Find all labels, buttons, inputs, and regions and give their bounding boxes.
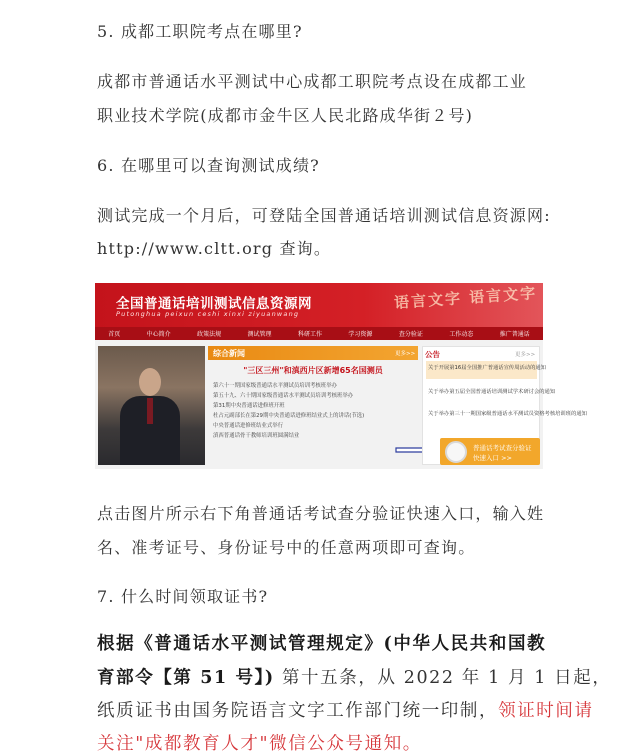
news-item: 杜占元副部长在第29期中央普通话进修班结业式上的讲话(节选)	[213, 413, 365, 419]
q5-answer-line2: 职业技术学院(成都市金牛区人民北路成华街２号)	[97, 106, 474, 125]
magnifier-icon	[445, 441, 467, 463]
q6-heading: 6. 在哪里可以查询测试成绩?	[97, 156, 320, 175]
nav-item-score-query: 查分验证	[398, 331, 423, 338]
q7-decree-bold: 育部令【第 51 号】)	[97, 668, 275, 688]
site-nav	[95, 327, 543, 340]
news-section-title: 综合新闻	[213, 349, 245, 358]
news-item: 滇西普通话骨干教师培训班圆满结业	[213, 433, 300, 439]
q6-after-line1: 点击图片所示右下角普通话考试查分验证快速入口，输入姓	[97, 504, 545, 523]
q7-line3-text: 纸质证书由国务院语言文字工作部门统一印制，	[97, 701, 499, 721]
site-pinyin: Putonghua peixun ceshi xinxi ziyuanwang	[116, 310, 300, 318]
q7-line2	[97, 664, 611, 689]
q7-line3-red: 领证时间请	[498, 701, 594, 721]
quick-entry-label: 普通话考试查分验证	[473, 444, 532, 452]
nav-item-test-mgmt: 测试管理	[247, 331, 272, 338]
q6-after-line2: 名、准考证号、身份证号中的任意两项即可查询。	[97, 538, 476, 557]
nav-item-promotion: 推广普通话	[499, 331, 530, 338]
news-item: 第31期中央普通话进修班开班	[213, 403, 285, 409]
nav-item-policy: 政策法规	[197, 331, 222, 338]
photo-person-face	[139, 368, 161, 396]
q7-line1: 根据《普通话水平测试管理规定》(中华人民共和国教	[97, 634, 547, 654]
q7-line2-rest: 第十五条，从 2022 年 1 月 1 日起，	[274, 668, 612, 688]
nav-item-research: 科研工作	[297, 331, 322, 338]
notice-item: 关于举办第五届全国普通话培训测试学术研讨会的通知	[428, 389, 556, 395]
news-item: 中央普通话进修班结业式举行	[213, 423, 284, 429]
q6-answer-line2: http://www.cltt.org 查询。	[97, 239, 332, 258]
q6-answer-line1: 测试完成一个月后，可登陆全国普通话培训测试信息资源网:	[97, 206, 551, 225]
quick-entry-sublabel: 快速入口 >>	[473, 454, 512, 462]
photo-person-tie	[147, 398, 153, 424]
news-photo	[98, 346, 205, 465]
notice-item: 关于举办第三十一期国家级普通话水平测试员资格考核培训班的通知	[428, 411, 587, 417]
news-more-link: 更多>>	[395, 351, 416, 357]
nav-item-intro: 中心简介	[146, 331, 171, 338]
cltt-website-screenshot	[95, 283, 587, 469]
q5-heading: 5. 成都工职院考点在哪里?	[97, 22, 303, 41]
q7-line3	[97, 697, 594, 722]
nav-item-resources: 学习资源	[348, 331, 373, 338]
notice-title: 公告	[425, 350, 440, 359]
nav-item-home: 首页	[108, 331, 121, 338]
news-item: 第五十九、六十期国家级普通话水平测试员培训考核班举办	[213, 393, 354, 399]
notice-item: 关于开展第16届全国推广普通话宣传周活动的通知	[428, 365, 546, 371]
q7-heading: 7. 什么时间领取证书?	[97, 587, 269, 606]
site-title: 全国普通话培训测试信息资源网	[116, 296, 312, 312]
nav-item-news: 工作动态	[449, 331, 474, 338]
notice-more-link: 更多>>	[515, 352, 536, 358]
news-headline: "三区三州"和滇西片区新增65名国测员	[243, 366, 383, 375]
q7-line4: 关注"成都教育人才"微信公众号通知。	[97, 734, 422, 754]
banner-decor-calligraphy: 语言文字 语言文字	[393, 284, 538, 312]
news-item: 第六十一期国家级普通话水平测试员培训考核班举办	[213, 383, 337, 389]
q5-answer-line1: 成都市普通话水平测试中心成都工职院考点设在成都工业	[97, 72, 528, 91]
